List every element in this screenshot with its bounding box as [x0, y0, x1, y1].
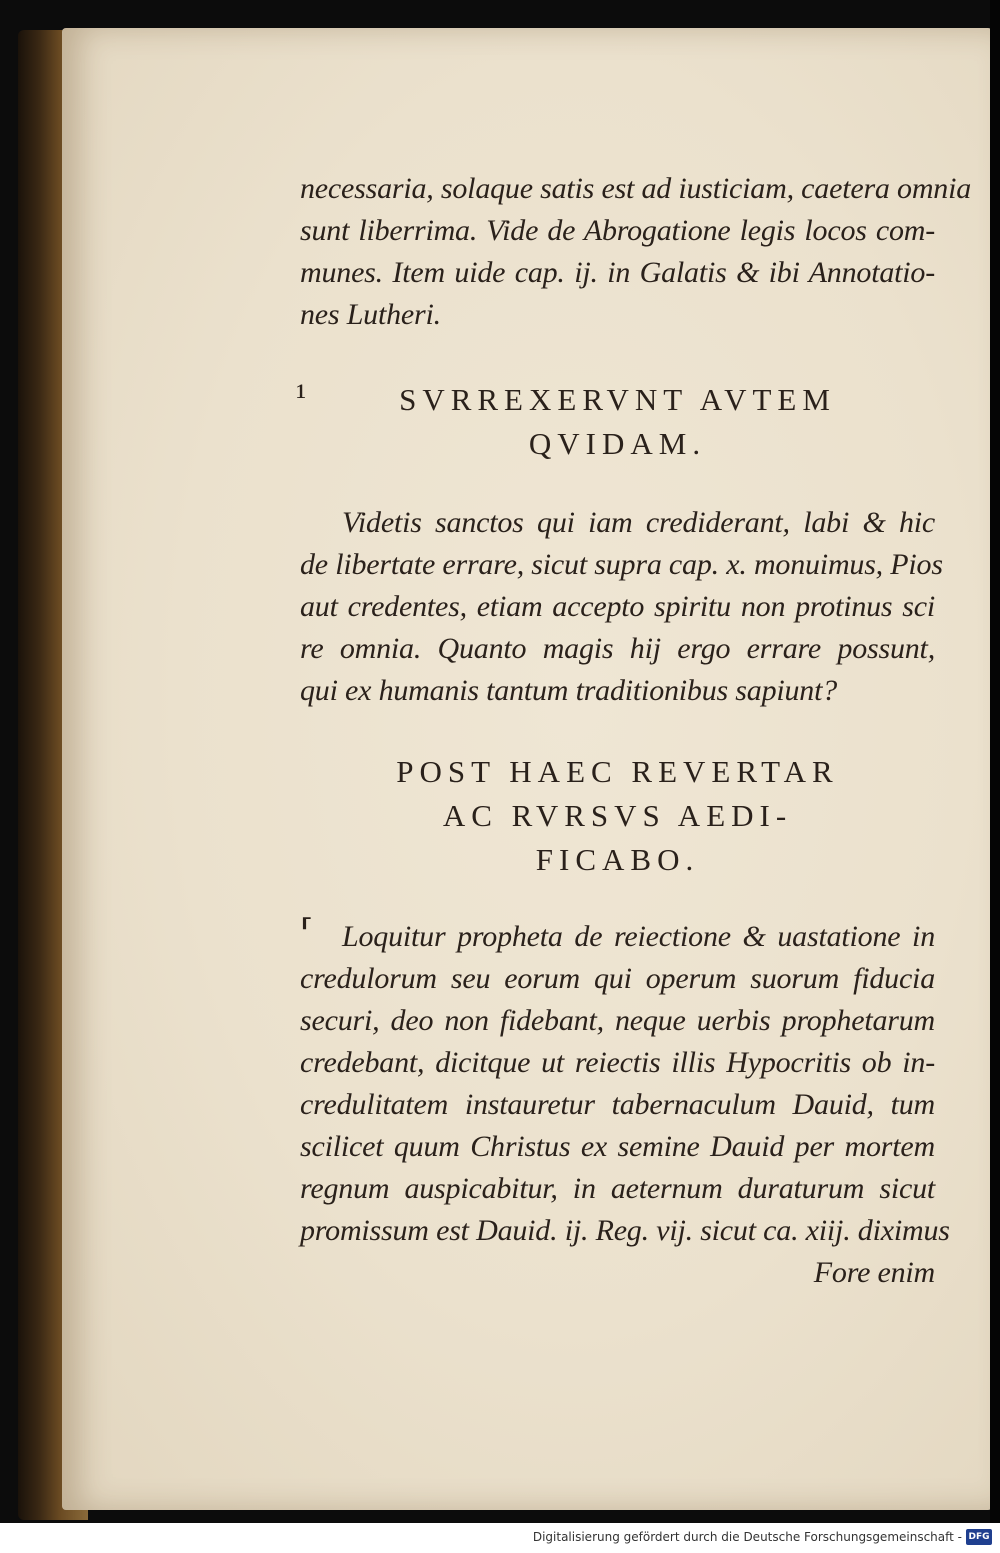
- heading-line: SVRREXERVNT AVTEM: [399, 382, 836, 417]
- text-line: de libertate errare, sicut supra cap. x. monuimus, Pios: [300, 548, 943, 581]
- text-line: munes. Item uide cap. ij. in Galatis & ibi Annotatio-: [300, 256, 935, 289]
- paragraph-1: [300, 168, 972, 336]
- heading-post-haec: [300, 750, 935, 882]
- text-line: credebant, dicitque ut reiectis illis Hypocritis ob in-: [300, 1046, 935, 1079]
- heading-line: POST HAEC REVERTAR: [396, 754, 839, 789]
- text-line: sunt liberrima. Vide de Abrogatione legis locos com-: [300, 214, 935, 247]
- paragraph-2: [300, 502, 943, 712]
- text-line: regnum auspicabitur, in aeternum duraturum sicut: [300, 1172, 935, 1205]
- heading-line: QVIDAM.: [528, 426, 707, 461]
- text-line: promissum est Dauid. ij. Reg. vij. sicut ca. xiij. diximus: [300, 1214, 950, 1247]
- paragraph-3: [300, 916, 950, 1294]
- marginal-marker: ¹: [296, 378, 307, 415]
- text-line: scilicet quum Christus ex semine Dauid per mortem: [300, 1130, 935, 1163]
- text-line: Videtis sanctos qui iam crediderant, labi & hic: [342, 506, 935, 539]
- text-line: credulitatem instauretur tabernaculum Dauid, tum: [300, 1088, 935, 1121]
- page-edge-shadow: [990, 0, 1000, 1540]
- text-line: aut credentes, etiam accepto spiritu non protinus sci: [300, 590, 935, 623]
- heading-line: FICABO.: [535, 842, 700, 877]
- heading-surrexerunt: [300, 378, 935, 466]
- text-line: nes Lutheri.: [300, 298, 441, 331]
- text-line: credulorum seu eorum qui operum suorum fiducia: [300, 962, 935, 995]
- heading-line: AC RVRSVS AEDI-: [442, 798, 793, 833]
- text-line: securi, deo non fidebant, neque uerbis prophetarum: [300, 1004, 935, 1037]
- dfg-logo-icon: DFG: [966, 1529, 992, 1545]
- text-line: qui ex humanis tantum traditionibus sapiunt?: [300, 674, 838, 707]
- text-line: necessaria, solaque satis est ad iusticiam, caetera omnia: [300, 172, 972, 205]
- digitization-footer: [0, 1523, 1000, 1553]
- catchword: Fore enim: [813, 1256, 935, 1289]
- funding-notice: Digitalisierung gefördert durch die Deutsche Forschungsgemeinschaft -: [532, 1530, 962, 1544]
- text-line: Loquitur propheta de reiectione & uastatione in: [342, 920, 935, 953]
- paragraph-mark-icon: ⸢: [300, 914, 314, 951]
- text-line: re omnia. Quanto magis hij ergo errare possunt,: [300, 632, 935, 665]
